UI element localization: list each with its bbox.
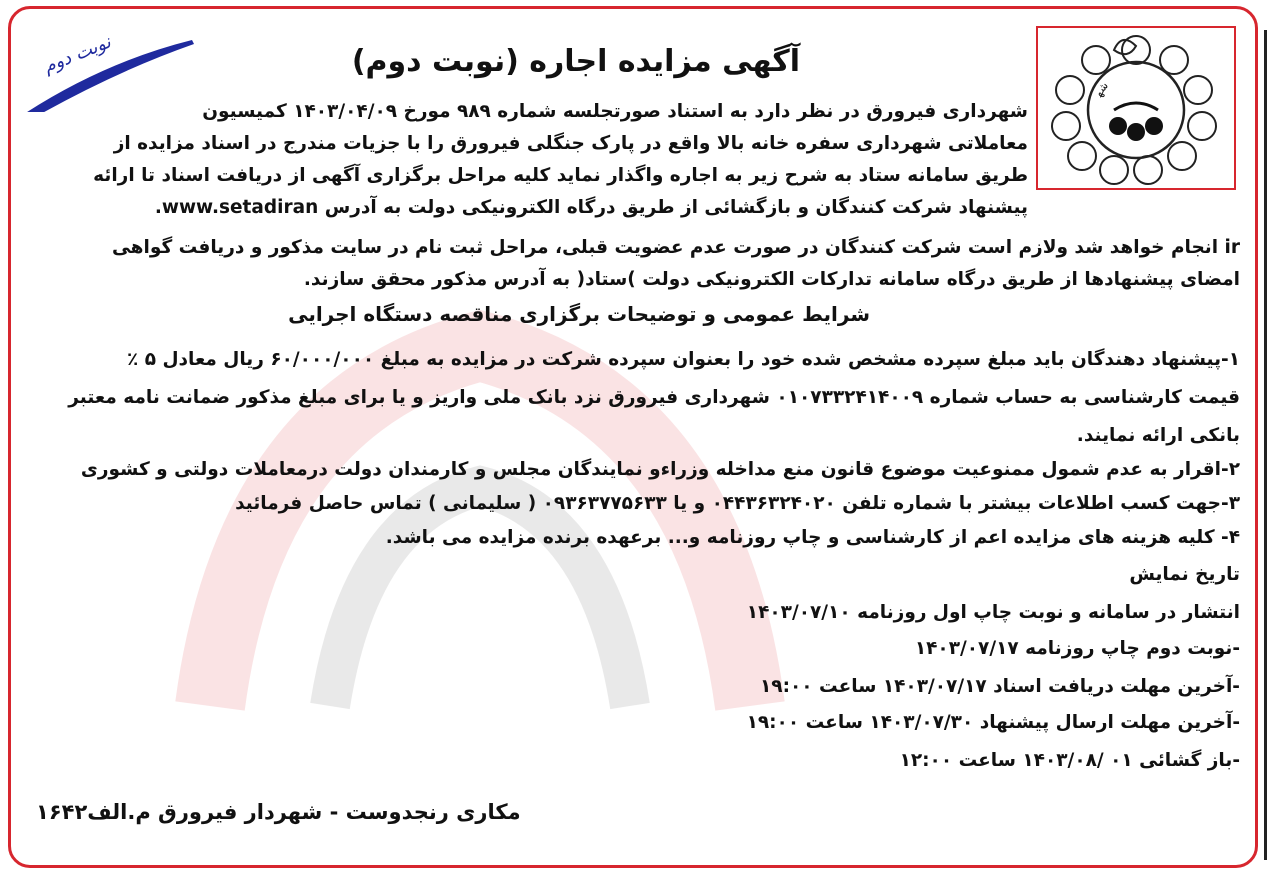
intro-line-5: ir انجام خواهد شد ولازم است شرکت کنندگان در صورت عدم عضویت قبلی، مراحل ثبت نام در سایت مذکور و دریافت گواهی [111,237,1240,258]
badge-label: نوبت دوم [40,31,114,78]
notice-title: آگهی مزایده اجاره (نوبت دوم) [351,44,800,79]
edge-line [1264,30,1267,860]
svg-text:شهرداری فیرورق [1038,28,1111,100]
schedule-item: -آخرین مهلت ارسال پیشنهاد ۱۴۰۳/۰۷/۳۰ ساعت ۱۹:۰۰ [746,712,1240,733]
schedule-item: -نوبت دوم چاپ روزنامه ۱۴۰۳/۰۷/۱۷ [914,638,1240,659]
condition-line-4: ۲-اقرار به عدم شمول ممنوعیت موضوع قانون منع مداخله وزراءو نمایندگان مجلس و کارمندان دولت درمعاملات دولتی و کشوری [80,459,1240,480]
condition-line-2: قیمت کارشناسی به حساب شماره ۰۱۰۷۳۳۲۴۱۴۰۰۹ شهرداری فیرورق نزد بانک ملی واریز و یا برای مبلغ مذکور ضمانت نامه معتبر [68,387,1240,408]
schedule-item: -آخرین مهلت دریافت اسناد ۱۴۰۳/۰۷/۱۷ ساعت ۱۹:۰۰ [760,676,1240,697]
condition-line-5: ۳-جهت کسب اطلاعات بیشتر با شماره تلفن ۰۴۴۳۶۳۲۴۰۲۰ و یا ۰۹۳۶۳۷۷۵۶۳۳ ( سلیمانی ) تماس حاصل فرمائید [235,493,1240,514]
conditions-heading: شرایط عمومی و توضیحات برگزاری مناقصه دستگاه اجرایی [288,302,870,326]
notice [20,16,1250,862]
signature: مکاری رنجدوست - شهردار فیرورق م.الف۱۶۴۲ [36,800,521,824]
municipality-logo [1036,26,1236,190]
schedule-item: -باز گشائی ۰۱ /۱۴۰۳/۰۸ ساعت ۱۲:۰۰ [899,750,1240,771]
second-round-badge [24,22,194,112]
intro-line-3: طریق سامانه ستاد به شرح زیر به اجاره واگذار نماید کلیه مراحل برگزاری آگهی از دریافت اسناد تا ارائه [93,165,1028,186]
condition-line-1: ۱-پیشنهاد دهندگان باید مبلغ سپرده مشخص شده خود را بعنوان سپرده شرکت در مزایده به مبلغ ۶۰/۰۰۰/۰۰۰ ریال معادل ۵ ٪ [126,349,1240,370]
intro-line-6: امضای پیشنهادها از طریق درگاه سامانه تدارکات الکترونیکی دولت )ستاد( به آدرس مذکور محقق سازند. [303,269,1240,290]
intro-line-4: پیشنهاد شرکت کنندگان و بازگشائی از طریق درگاه الکترونیکی دولت به آدرس www.setadiran. [154,197,1028,218]
flower-seal-icon [1038,28,1234,188]
schedule-heading: تاریخ نمایش [1129,564,1240,585]
condition-line-3: بانکی ارائه نمایند. [1076,425,1240,446]
condition-line-6: ۴- کلیه هزینه های مزایده اعم از کارشناسی و چاپ روزنامه و... برعهده برنده مزایده می باشد. [385,527,1240,548]
intro-line-1: شهرداری فیرورق در نظر دارد به استناد صورتجلسه شماره ۹۸۹ مورخ ۱۴۰۳/۰۴/۰۹ کمیسیون [202,101,1028,122]
schedule-item: انتشار در سامانه و نوبت چاپ اول روزنامه ۱۴۰۳/۰۷/۱۰ [746,602,1240,623]
logo-text: شه [1091,79,1111,99]
intro-line-2: معاملاتی شهرداری سفره خانه بالا واقع در پارک جنگلی فیرورق را با جزیات مندرج در اسناد مزایده از [113,133,1028,154]
